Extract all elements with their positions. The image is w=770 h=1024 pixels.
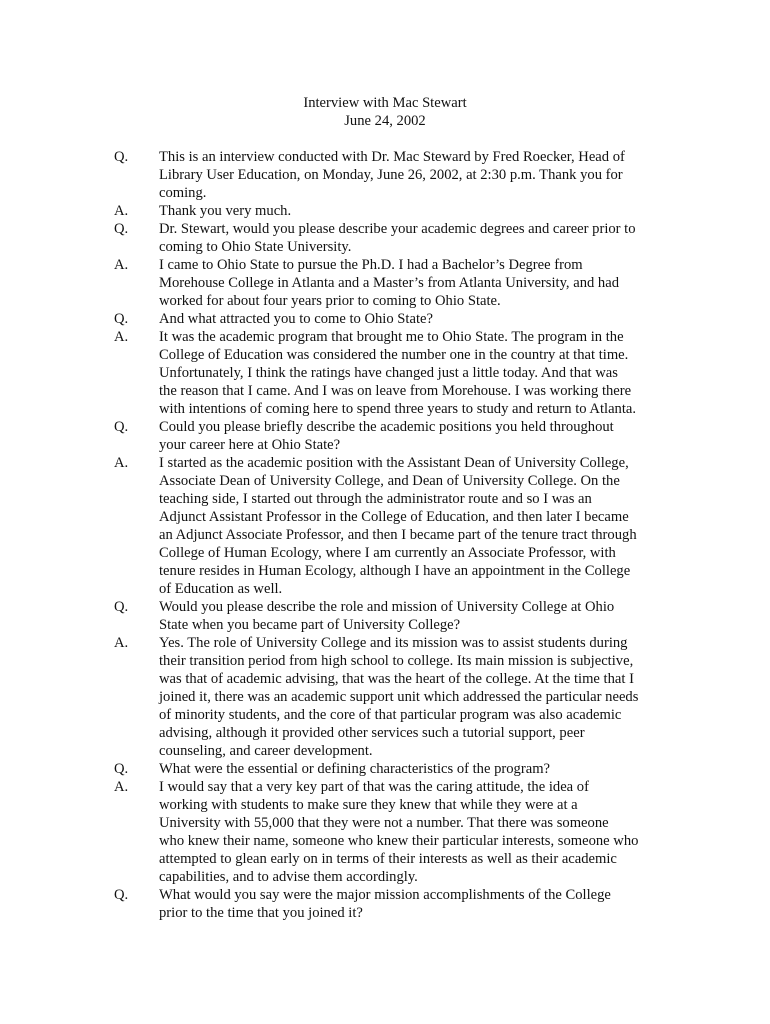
question-entry [0, 418, 770, 454]
question-entry [0, 760, 770, 778]
text-line: I came to Ohio State to pursue the Ph.D. I had a Bachelor’s Degree from [159, 257, 583, 273]
question-label: Q. [114, 149, 129, 165]
text-line: Morehouse College in Atlanta and a Master’s from Atlanta University, and had [159, 275, 620, 291]
text-line: Adjunct Assistant Professor in the College of Education, and then later I became [159, 509, 629, 525]
answer-entry [0, 778, 770, 886]
question-entry [0, 220, 770, 256]
text-line: I would say that a very key part of that was the caring attitude, the idea of [159, 779, 589, 795]
document-header [0, 94, 770, 130]
document-date: June 24, 2002 [344, 113, 426, 129]
question-entry [0, 310, 770, 328]
text-line: coming. [159, 185, 207, 201]
question-text [159, 220, 659, 256]
text-line: capabilities, and to advise them accordingly. [159, 869, 418, 885]
answer-label: A. [114, 455, 129, 471]
answer-label: A. [114, 635, 129, 651]
text-line: What would you say were the major mission accomplishments of the College [159, 887, 611, 903]
text-line: attempted to glean early on in terms of their interests as well as their academic [159, 851, 617, 867]
text-line: University with 55,000 that they were not a number. That there was someone [159, 815, 609, 831]
text-line: Dr. Stewart, would you please describe your academic degrees and career prior to [159, 221, 636, 237]
answer-text [159, 454, 659, 598]
text-line: their transition period from high school to college. Its main mission is subjective, [159, 653, 634, 669]
question-label: Q. [114, 761, 129, 777]
question-entry [0, 598, 770, 634]
text-line: teaching side, I started out through the administrator route and so I was an [159, 491, 592, 507]
question-text [159, 760, 659, 778]
text-line: an Adjunct Associate Professor, and then I became part of the tenure tract through [159, 527, 637, 543]
document-title: Interview with Mac Stewart [303, 95, 467, 111]
text-line: State when you became part of University College? [159, 617, 461, 633]
text-line: Unfortunately, I think the ratings have changed just a little today. And that was [159, 365, 618, 381]
answer-label: A. [114, 203, 129, 219]
text-line: was that of academic advising, that was the heart of the college. At the time that I [159, 671, 634, 687]
text-line: worked for about four years prior to coming to Ohio State. [159, 293, 501, 309]
text-line: And what attracted you to come to Ohio State? [159, 311, 433, 327]
question-text [159, 598, 659, 634]
answer-text [159, 778, 659, 886]
question-text [159, 418, 659, 454]
text-line: prior to the time that you joined it? [159, 905, 363, 921]
text-line: Could you please briefly describe the academic positions you held throughout [159, 419, 614, 435]
question-entry [0, 148, 770, 202]
answer-entry [0, 256, 770, 310]
question-text [159, 310, 659, 328]
text-line: Thank you very much. [159, 203, 292, 219]
answer-entry [0, 202, 770, 220]
text-line: with intentions of coming here to spend three years to study and return to Atlanta. [159, 401, 637, 417]
answer-text [159, 202, 659, 220]
answer-text [159, 634, 659, 760]
interview-transcript [0, 148, 770, 922]
text-line: It was the academic program that brought me to Ohio State. The program in the [159, 329, 624, 345]
text-line: tenure resides in Human Ecology, although I have an appointment in the College [159, 563, 631, 579]
answer-text [159, 256, 659, 310]
answer-label: A. [114, 779, 129, 795]
text-line: Associate Dean of University College, and Dean of University College. On the [159, 473, 620, 489]
answer-entry [0, 454, 770, 598]
text-line: of Education as well. [159, 581, 283, 597]
text-line: Would you please describe the role and mission of University College at Ohio [159, 599, 615, 615]
answer-label: A. [114, 329, 129, 345]
text-line: counseling, and career development. [159, 743, 373, 759]
text-line: your career here at Ohio State? [159, 437, 341, 453]
text-line: College of Education was considered the number one in the country at that time. [159, 347, 629, 363]
answer-label: A. [114, 257, 129, 273]
text-line: Yes. The role of University College and its mission was to assist students during [159, 635, 628, 651]
text-line: What were the essential or defining characteristics of the program? [159, 761, 551, 777]
text-line: Library User Education, on Monday, June 26, 2002, at 2:30 p.m. Thank you for [159, 167, 623, 183]
question-label: Q. [114, 599, 129, 615]
text-line: the reason that I came. And I was on leave from Morehouse. I was working there [159, 383, 632, 399]
question-label: Q. [114, 311, 129, 327]
question-label: Q. [114, 887, 129, 903]
text-line: joined it, there was an academic support unit which addressed the particular needs [159, 689, 639, 705]
answer-text [159, 328, 659, 418]
text-line: This is an interview conducted with Dr. Mac Steward by Fred Roecker, Head of [159, 149, 625, 165]
question-label: Q. [114, 221, 129, 237]
text-line: College of Human Ecology, where I am currently an Associate Professor, with [159, 545, 616, 561]
question-text [159, 148, 659, 202]
question-text [159, 886, 659, 922]
text-line: I started as the academic position with the Assistant Dean of University College, [159, 455, 629, 471]
text-line: advising, although it provided other services such a tutorial support, peer [159, 725, 585, 741]
text-line: coming to Ohio State University. [159, 239, 352, 255]
text-line: working with students to make sure they knew that while they were at a [159, 797, 578, 813]
answer-entry [0, 634, 770, 760]
question-entry [0, 886, 770, 922]
text-line: who knew their name, someone who knew their particular interests, someone who [159, 833, 639, 849]
answer-entry [0, 328, 770, 418]
question-label: Q. [114, 419, 129, 435]
text-line: of minority students, and the core of that particular program was also academic [159, 707, 622, 723]
